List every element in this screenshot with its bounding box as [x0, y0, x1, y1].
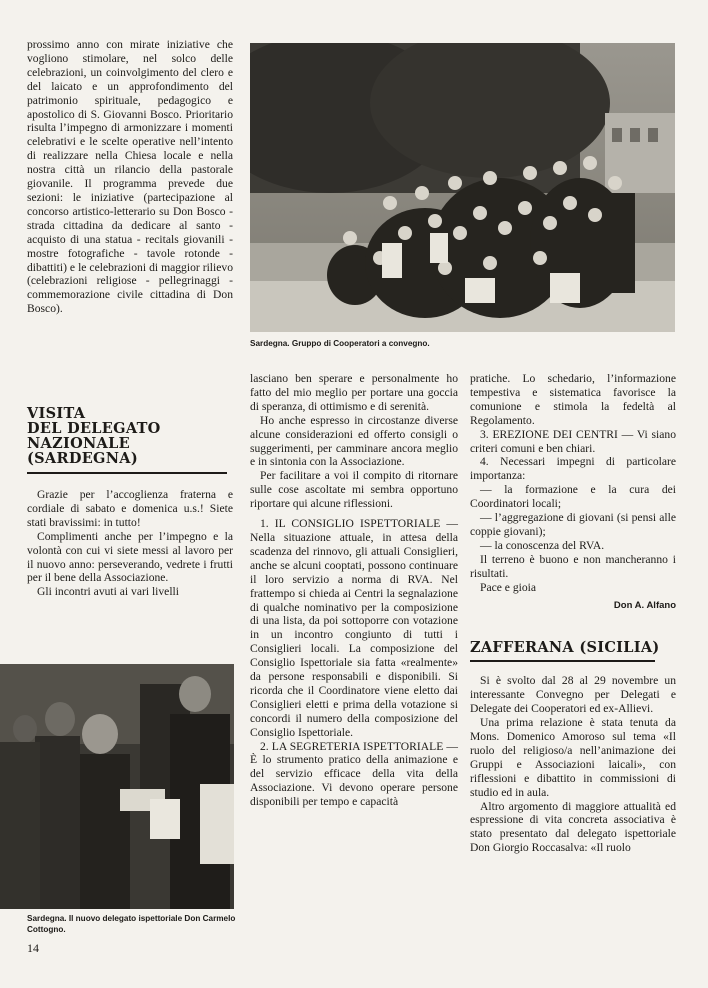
paragraph: lasciano ben sperare e personalmente ho fatto del mio meglio per portare una goccia di speranza, di ottimismo e di serenità. [250, 372, 458, 413]
delegate-photo-caption: Sardegna. Il nuovo delegato ispettoriale Don Carmelo Cottogno. [27, 914, 236, 934]
paragraph: Pace e gioia [480, 580, 537, 594]
list-item: — l’aggregazione di giovani (si pensi alle coppie giovani); [470, 511, 676, 538]
list-item: — la formazione e la cura dei Coordinatori locali; [470, 483, 676, 511]
title-line: DEL DELEGATO [27, 420, 161, 437]
delegate-photo [0, 664, 234, 909]
paragraph: 1. IL CONSIGLIO ISPETTORIALE — Nella situazione attuale, in attesa della scadenza del rinnovo, gli attuali Consiglieri, anche se alcuni cooptati, possono continuare il loro servizio a norma di RVA. Nel frattempo si chieda ai Centri la segnalazione di qualche nominativo per la composizione di una lista, da poi sottoporre con votazione in un incontro congiunto di tutti i Consiglieri locali. La composizione del Consiglio Ispettoriale sia fatta «realmente» da persone responsabili e disponibili. Si ricorda che il Coordinatore viene eletto dai Consiglieri eletti e prima della votazione si concordi il numero della composizione del Consiglio Ispettoriale. [250, 517, 458, 739]
paragraph: 2. LA SEGRETERIA ISPETTORIALE — È lo strumento pratico della animazione e del servizio efficace della vita della Associazione. Vi devono operare persone disponibili per tempo e capacità [250, 739, 458, 809]
paragraph: Grazie per l’accoglienza fraterna e cordiale di sabato e domenica u.s.! Siete stati bravissimi: in tutto! [27, 488, 233, 529]
title-line: NAZIONALE [27, 435, 130, 452]
column-2 [250, 372, 458, 809]
section-visita-delegato [27, 406, 233, 599]
page-number: 14 [27, 941, 39, 955]
paragraph: 3. EREZIONE DEI CENTRI — Vi siano criteri comuni e ben chiari. [470, 427, 676, 455]
title-line: VISITA [27, 405, 86, 422]
title-line: (SARDEGNA) [27, 450, 139, 467]
intro-paragraph: prossimo anno con mirate iniziative che vogliono stimolare, nel solco delle celebrazioni, un coinvolgimento del clero e del laicato e un approfondimento del patrimonio spirituale, pedagogico e apostolico di S. Giovanni Bosco. Prioritario risulta l’impegno di armonizzare i momenti celebrativi e le scelte operative nell’intento di realizzare nella Chiesa locale e nella nostra città un rilancio della pastorale giovanile. Il programma prevede due sezioni: le iniziative (partecipazione al concorso artistico-letterario su Don Bosco - strada cittadina da dedicare al santo - acquisto di una statua - recitals giovanili - mostre fotografiche - tavole rotonde - dibattiti) e le celebrazioni di maggior rilievo (celebrazioni religiose - pellegrinaggi - commemorazione civile cittadina di Don Bosco). [27, 38, 233, 316]
section-1-title [27, 406, 233, 466]
column-3 [470, 372, 676, 855]
paragraph: pratiche. Lo schedario, l’informazione tempestiva e sistematica favorisce la comunione e stimola la fedeltà al Regolamento. [470, 372, 676, 427]
paragraph: Per facilitare a voi il compito di ritornare sulle cose ascoltate mi sembra opportuno riportare qui alcune riflessioni. [250, 469, 458, 511]
paragraph: Altro argomento di maggiore attualità ed espressione di vita concreta associativa è stato presentato dal delegato ispettoriale Don Giorgio Roccasalva: «Il ruolo [470, 799, 676, 855]
paragraph: Gli incontri avuti ai vari livelli [37, 585, 179, 599]
group-photo [250, 43, 675, 332]
column-1-intro [27, 38, 233, 316]
list-item: — la conoscenza del RVA. [480, 538, 605, 552]
paragraph: 4. Necessari impegni di particolare importanza: [470, 455, 676, 483]
group-photo-image [250, 43, 675, 332]
paragraph: Una prima relazione è stata tenuta da Mons. Domenico Amoroso sul tema «Il ruolo del religioso/a nell’animazione dei Gruppi e Associazioni laicali», con riflessioni e dibattito in commissioni di studio ed in aula. [470, 716, 676, 799]
paragraph: Ho anche espresso in circostanze diverse alcune considerazioni ed offerto consigli o suggerimenti, per camminare ancora meglio e in sintonia con la Associazione. [250, 413, 458, 469]
paragraph: Si è svolto dal 28 al 29 novembre un interessante Convegno per Delegati e Delegate dei Cooperatori ed ex-Allievi. [470, 674, 676, 716]
group-photo-caption: Sardegna. Gruppo di Cooperatori a convegno. [250, 339, 430, 348]
paragraph: Il terreno è buono e non mancheranno i risultati. [470, 552, 676, 580]
paragraph: Complimenti anche per l’impegno e la volontà con cui vi siete messi al lavoro per il nuovo anno: perseverando, vedrete i frutti per il bene della Associazione. [27, 529, 233, 585]
section-2-title: ZAFFERANA (SICILIA) [470, 639, 660, 657]
delegate-photo-image [0, 664, 234, 909]
signature: Don A. Alfano [613, 599, 676, 611]
